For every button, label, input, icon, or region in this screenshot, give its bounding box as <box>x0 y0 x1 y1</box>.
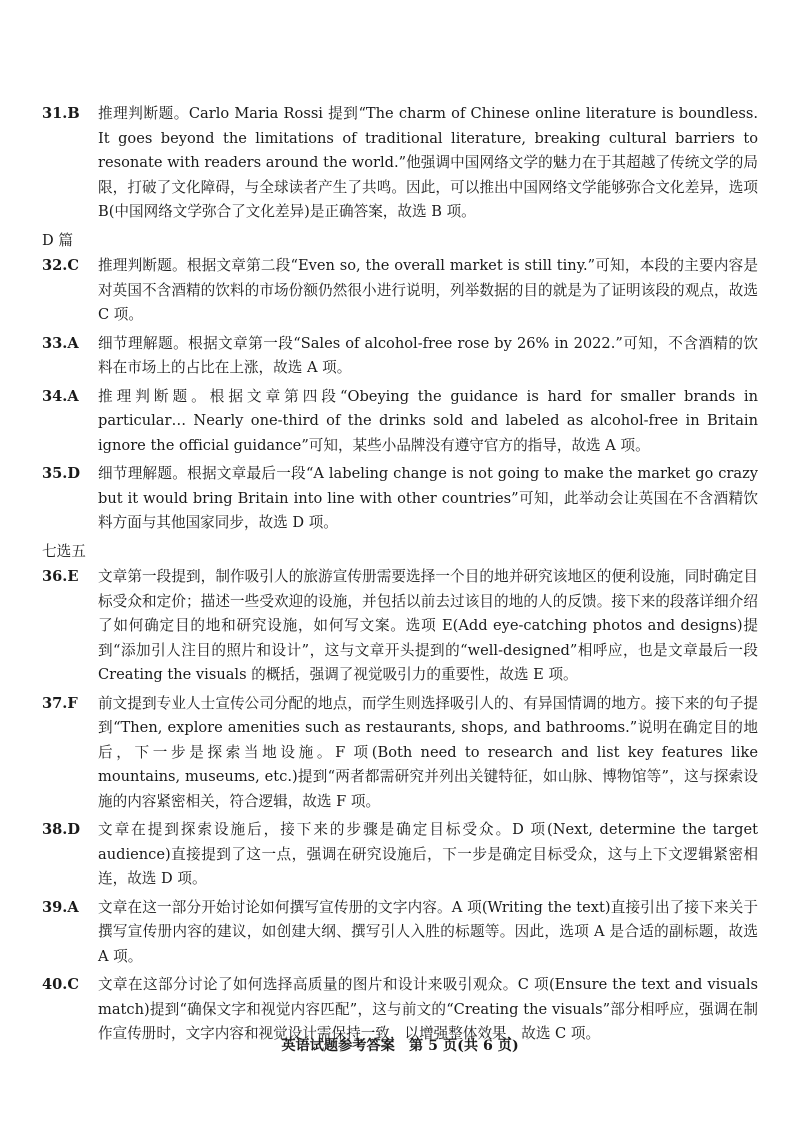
answer-content <box>42 102 758 1047</box>
answer-item-36 <box>42 565 758 688</box>
answer-item-39 <box>42 896 758 970</box>
answer-number: 39.A <box>42 898 79 916</box>
answer-item-35 <box>42 462 758 536</box>
answer-item-33 <box>42 332 758 381</box>
answer-number: 32.C <box>42 257 80 274</box>
answer-item-31 <box>42 102 758 225</box>
answer-explanation: 前文提到专业人士宣传公司分配的地点，而学生则选择吸引人的、有异国情调的地方。接下来的句子提到“Then, explore amenities such as restaurants, shops, and bathrooms.”说明在确定目的地后，下一步是探索当地设施。F 项(Both need to research and list key features like mountains, museums, etc.)提到“两者都需研究并列出关键特征，如山脉、博物馆等”，这与探索设施的内容紧密相关，符合逻辑，故选 F 项。 <box>98 694 758 810</box>
answer-explanation: 推理判断题。根据文章第四段“Obeying the guidance is hard for smaller brands in particular… Nearly one-third of the drinks sold and labeled as alcohol-free in Britain ignore the official guidance”可知，某些小品牌没有遵守官方的指导，故选 A 项。 <box>98 387 758 454</box>
section-heading-seven-choose-five: 七选五 <box>42 542 86 560</box>
answer-number: 38.D <box>42 821 81 838</box>
answer-number: 40.C <box>42 976 80 993</box>
answer-item-38 <box>42 818 758 892</box>
section-heading-d: D 篇 <box>42 231 73 249</box>
answer-explanation: 文章在这部分讨论了如何选择高质量的图片和设计来吸引观众。C 项(Ensure the text and visuals match)提到“确保文字和视觉内容匹配”，这与前文的“Creating the visuals”部分相呼应，强调在制作宣传册时，文字内容和视觉设计需保持一致，以增强整体效果，故选 C 项。 <box>98 976 758 1042</box>
answer-explanation: 文章在提到探索设施后，接下来的步骤是确定目标受众。D 项(Next, determine the target audience)直接提到了这一点，强调在研究设施后，下一步是确定目标受众，这与上下文逻辑紧密相连，故选 D 项。 <box>98 821 758 887</box>
answer-number: 36.E <box>42 568 79 585</box>
answer-number: 37.F <box>42 694 78 712</box>
answer-number: 33.A <box>42 334 79 352</box>
answer-explanation: 细节理解题。根据文章第一段“Sales of alcohol-free rose by 26% in 2022.”可知，不含酒精的饮料在市场上的占比在上涨，故选 A 项。 <box>98 334 758 376</box>
answer-number: 35.D <box>42 465 81 482</box>
answer-item-34 <box>42 385 758 459</box>
answer-item-37 <box>42 692 758 815</box>
answer-explanation: 文章在这一部分开始讨论如何撰写宣传册的文字内容。A 项(Writing the text)直接引出了接下来关于撰写宣传册内容的建议，如创建大纲、撰写引人入胜的标题等。因此，选项 A 是合适的副标题，故选 A 项。 <box>98 898 758 965</box>
page-footer: 英语试题参考答案 第 5 页(共 6 页) <box>281 1038 519 1054</box>
answer-number: 31.B <box>42 105 80 122</box>
answer-explanation: 细节理解题。根据文章最后一段“A labeling change is not going to make the market go crazy but it would bring Britain into line with other countries”可知，此举动会让英国在不含酒精饮料方面与其他国家同步，故选 D 项。 <box>98 465 758 531</box>
answer-item-32 <box>42 254 758 328</box>
answer-number: 34.A <box>42 387 79 405</box>
answer-explanation: 推理判断题。根据文章第二段“Even so, the overall market is still tiny.”可知，本段的主要内容是对英国不含酒精的饮料的市场份额仍然很小进行说明，列举数据的目的就是为了证明该段的观点，故选 C 项。 <box>98 257 758 323</box>
answer-explanation: 推理判断题。Carlo Maria Rossi 提到“The charm of Chinese online literature is boundless. It goes beyond the limitations of traditional literature, breaking cultural barriers to resonate with readers around the world.”他强调中国网络文学的魅力在于其超越了传统文学的局限，打破了文化障碍，与全球读者产生了共鸣。因此，可以推出中国网络文学能够弥合文化差异，选项 B(中国网络文学弥合了文化差异)是正确答案，故选 B 项。 <box>98 105 758 220</box>
answer-explanation: 文章第一段提到，制作吸引人的旅游宣传册需要选择一个目的地并研究该地区的便利设施，同时确定目标受众和定价；描述一些受欢迎的设施，并包括以前去过该目的地的人的反馈。接下来的段落详细介绍了如何确定目的地和研究设施，如何写文案。选项 E(Add eye-catching photos and designs)提到“添加引人注目的照片和设计”，这与文章开头提到的“well-designed”相呼应，也是文章最后一段 Creating the visuals 的概括，强调了视觉吸引力的重要性，故选 E 项。 <box>98 568 758 683</box>
